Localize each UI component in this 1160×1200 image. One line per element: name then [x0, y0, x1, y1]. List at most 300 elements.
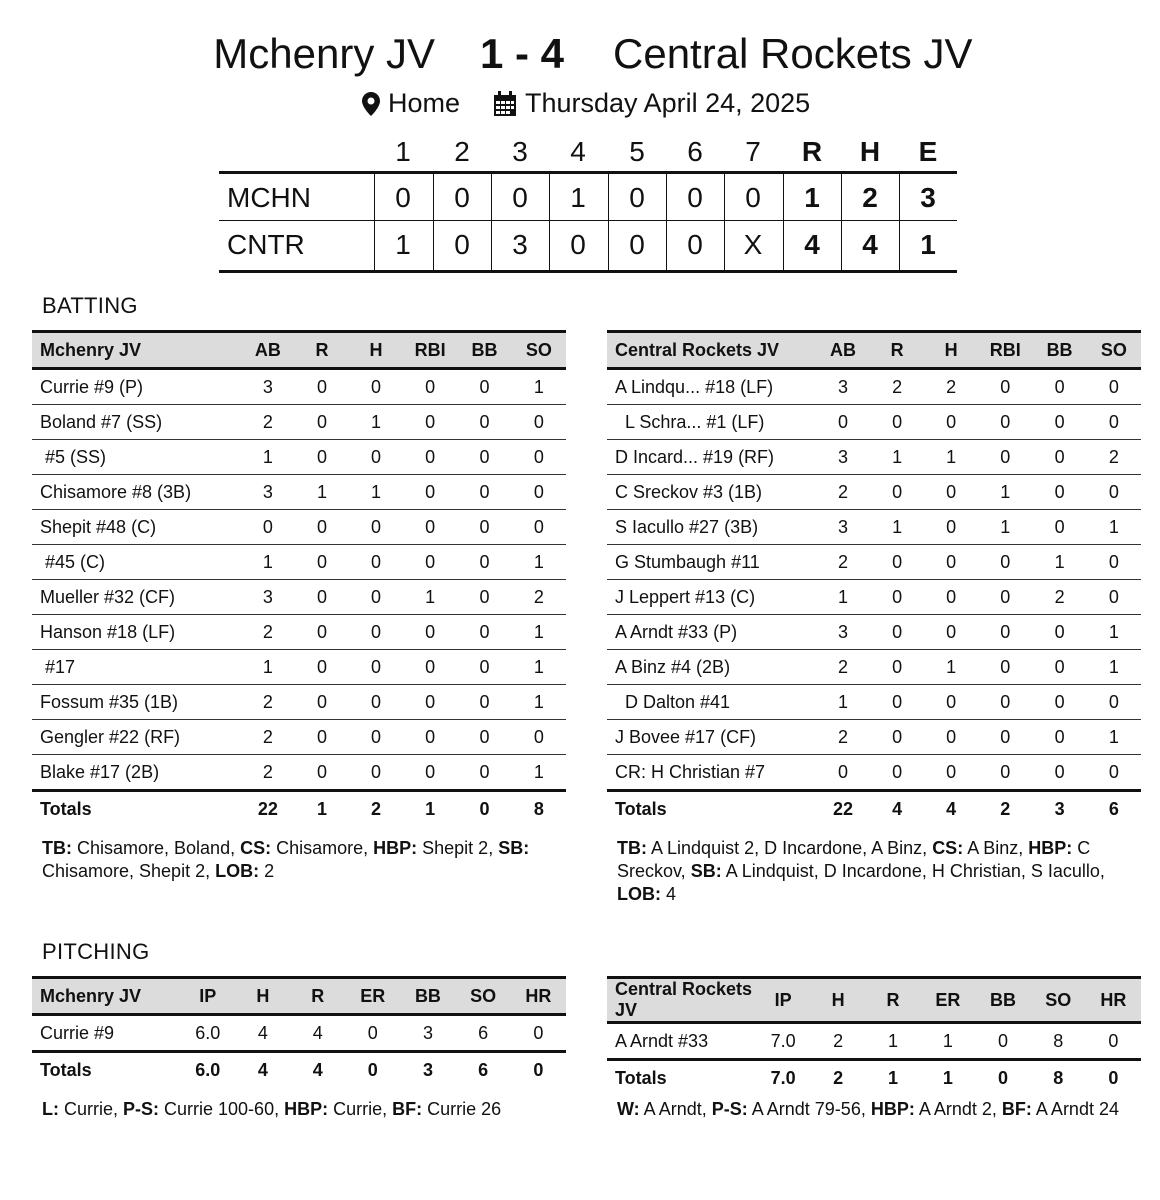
note-key: W: — [617, 1099, 640, 1119]
totals-row — [32, 1052, 566, 1088]
linescore-divider — [608, 174, 609, 270]
linescore-inning: 3 — [512, 229, 528, 260]
note-key: SB: — [498, 838, 530, 858]
date-label: Thursday April 24, 2025 — [525, 88, 811, 118]
totals-cell: 2 — [349, 791, 403, 827]
stat-cell: 0 — [924, 475, 978, 510]
stat-cell: 0 — [295, 720, 349, 755]
player-name: #5 (SS) — [32, 440, 241, 475]
stat-cell: 1 — [924, 650, 978, 685]
stat-cell: 0 — [978, 545, 1032, 580]
stat-cell: 0 — [317, 761, 328, 782]
stat-cell: 0 — [457, 650, 511, 685]
stat-cell: 0 — [870, 545, 924, 580]
totals-cell: 2 — [811, 1060, 866, 1096]
table-row — [32, 650, 566, 685]
stat-cell: 0 — [870, 475, 924, 510]
team-name-header: Central Rockets JV — [607, 978, 756, 1023]
column-header: HR — [1086, 978, 1141, 1023]
stat-cell: 0 — [295, 369, 349, 405]
note-value: A Arndt 24 — [1031, 1099, 1119, 1119]
stat-cell: 2 — [816, 650, 870, 685]
note-key: TB: — [617, 838, 647, 858]
stat-cell: 0 — [349, 615, 403, 650]
note-key: HBP: — [1028, 838, 1073, 858]
linescore — [219, 135, 957, 273]
player-name: A Arndt #33 — [615, 1030, 709, 1051]
note-key: L: — [42, 1099, 59, 1119]
note-key: HBP: — [870, 1099, 915, 1119]
stat-cell: 0 — [870, 580, 924, 615]
stat-cell: 1 — [870, 440, 924, 475]
table-row — [607, 685, 1141, 720]
table-row — [32, 615, 566, 650]
linescore-inning: 0 — [629, 229, 645, 260]
table-row — [32, 580, 566, 615]
stat-cell: 1 — [924, 440, 978, 475]
pitching-table-home — [607, 976, 1141, 1095]
column-header: IP — [180, 978, 235, 1015]
column-header: H — [235, 978, 290, 1015]
totals-cell: 0 — [345, 1052, 400, 1088]
linescore-inning: 0 — [570, 229, 586, 260]
stat-cell: 0 — [349, 650, 403, 685]
note-key: BF: — [1001, 1099, 1032, 1119]
linescore-inning: 0 — [454, 182, 470, 213]
stat-cell: 0 — [924, 615, 978, 650]
linescore-inning: 0 — [687, 182, 703, 213]
linescore-header — [219, 135, 957, 171]
stat-cell: 0 — [1032, 685, 1086, 720]
table-header-row — [607, 978, 1141, 1023]
player-name: #45 (C) — [32, 545, 241, 580]
column-header: BB — [1032, 332, 1086, 369]
totals-cell: 22 — [816, 791, 870, 827]
stat-cell: 2 — [241, 405, 295, 440]
linescore-divider — [841, 174, 842, 270]
player-name: S Iacullo #27 (3B) — [607, 510, 816, 545]
stat-cell: 0 — [295, 545, 349, 580]
linescore-col-header: 1 — [395, 136, 411, 167]
stat-cell: 0 — [349, 510, 403, 545]
player-name: D Dalton #41 — [607, 685, 816, 720]
column-header: AB — [241, 332, 295, 369]
column-header: H — [811, 978, 866, 1023]
totals-cell: 4 — [290, 1052, 345, 1088]
totals-row — [32, 791, 566, 827]
table-row — [607, 720, 1141, 755]
stat-cell: 0 — [1032, 510, 1086, 545]
totals-cell: 8 — [512, 791, 566, 827]
stat-cell: 2 — [816, 475, 870, 510]
stat-cell: 0 — [924, 405, 978, 440]
linescore-inning: 0 — [512, 182, 528, 213]
stat-cell: 0 — [924, 545, 978, 580]
game-date — [493, 88, 810, 119]
batting-table-home — [607, 330, 1141, 826]
stat-cell: 1 — [887, 1030, 898, 1051]
pitching-notes-away — [42, 1098, 562, 1121]
stat-cell: 1 — [295, 475, 349, 510]
note-key: BF: — [392, 1099, 423, 1119]
note-value: 4 — [661, 884, 677, 904]
table-row — [607, 440, 1141, 475]
table-row — [32, 475, 566, 510]
linescore-team: CNTR — [227, 229, 305, 260]
column-header: BB — [457, 332, 511, 369]
column-header: IP — [756, 978, 811, 1023]
player-name: A Lindqu... #18 (LF) — [607, 369, 816, 405]
column-header: SO — [1087, 332, 1141, 369]
totals-cell: 0 — [1086, 1060, 1141, 1096]
column-header: SO — [456, 978, 511, 1015]
note-key: SB: — [690, 861, 722, 881]
stat-cell: 1 — [870, 510, 924, 545]
table-row — [607, 650, 1141, 685]
linescore-col-header: 6 — [687, 136, 703, 167]
stat-cell: 4 — [312, 1022, 323, 1043]
stat-cell: 0 — [349, 545, 403, 580]
note-key: CS: — [932, 838, 964, 858]
column-header: AB — [816, 332, 870, 369]
stat-cell: 0 — [946, 761, 957, 782]
table-row — [607, 405, 1141, 440]
note-value: A Arndt 79-56, — [747, 1099, 871, 1119]
stat-cell: 0 — [403, 405, 457, 440]
stat-cell: 0 — [457, 580, 511, 615]
stat-cell: 0 — [1032, 475, 1086, 510]
table-header-row — [607, 332, 1141, 369]
stat-cell: 0 — [978, 685, 1032, 720]
note-value: A Lindquist 2, D Incardone, A Binz, — [647, 838, 933, 858]
stat-cell: 0 — [978, 720, 1032, 755]
stat-cell: 0 — [1032, 720, 1086, 755]
stat-cell: 1 — [512, 545, 566, 580]
stat-cell: 0 — [512, 475, 566, 510]
stat-cell: 0 — [425, 761, 436, 782]
stat-cell: 0 — [838, 761, 849, 782]
note-value: Chisamore, Shepit 2, — [42, 861, 216, 881]
stat-cell: 0 — [403, 369, 457, 405]
totals-cell: 0 — [975, 1060, 1030, 1096]
stat-cell: 0 — [370, 761, 381, 782]
linescore-inning: X — [743, 229, 763, 260]
column-header: HR — [511, 978, 566, 1015]
column-header: H — [924, 332, 978, 369]
stat-cell: 6 — [478, 1022, 489, 1043]
stat-cell: 0 — [512, 405, 566, 440]
stat-cell: 0 — [457, 440, 511, 475]
player-name: J Leppert #13 (C) — [607, 580, 816, 615]
player-name: A Arndt #33 (P) — [607, 615, 816, 650]
team-name-header: Central Rockets JV — [607, 332, 816, 369]
stat-cell: 0 — [403, 545, 457, 580]
stat-cell: 0 — [998, 1030, 1009, 1051]
linescore-h: 4 — [862, 229, 878, 260]
linescore-inning: 1 — [570, 182, 586, 213]
note-value: Currie, — [328, 1099, 393, 1119]
stat-cell: 0 — [349, 580, 403, 615]
totals-cell: 4 — [870, 791, 924, 827]
column-header: R — [866, 978, 921, 1023]
stat-cell: 0 — [1000, 761, 1011, 782]
linescore-inning: 0 — [629, 182, 645, 213]
stat-cell: 0 — [978, 615, 1032, 650]
stat-cell: 2 — [816, 545, 870, 580]
stat-cell: 0 — [870, 685, 924, 720]
stat-cell: 1 — [349, 475, 403, 510]
note-value: C Sreckov, — [617, 838, 1091, 881]
stat-cell: 0 — [978, 650, 1032, 685]
stat-cell: 1 — [512, 369, 566, 405]
stat-cell: 0 — [512, 720, 566, 755]
stat-cell: 1 — [512, 685, 566, 720]
linescore-divider — [491, 174, 492, 270]
stat-cell: 1 — [241, 545, 295, 580]
totals-cell: 1 — [295, 791, 349, 827]
player-name: G Stumbaugh #11 — [607, 545, 816, 580]
stat-cell: 1 — [241, 650, 295, 685]
table-row — [607, 755, 1141, 791]
note-value: A Arndt, — [639, 1099, 712, 1119]
batting-title: BATTING — [42, 293, 138, 318]
batting-notes-away — [42, 837, 572, 883]
linescore-col-header: 3 — [512, 136, 528, 167]
totals-cell: 3 — [400, 1052, 455, 1088]
column-header: SO — [1031, 978, 1086, 1023]
away-team-name: Mchenry JV — [213, 30, 435, 77]
totals-label: Totals — [32, 1052, 180, 1088]
stat-cell: 0 — [349, 369, 403, 405]
stat-cell: 7.0 — [770, 1030, 796, 1051]
pitching-notes-home — [617, 1098, 1137, 1121]
totals-cell: 1 — [866, 1060, 921, 1096]
stat-cell: 0 — [1032, 440, 1086, 475]
note-key: P-S: — [711, 1099, 748, 1119]
stat-cell: 0 — [295, 685, 349, 720]
stat-cell: 2 — [512, 580, 566, 615]
stat-cell: 0 — [457, 475, 511, 510]
table-row — [607, 510, 1141, 545]
stat-cell: 2 — [1087, 440, 1141, 475]
totals-cell: 0 — [511, 1052, 566, 1088]
stat-cell: 1 — [1087, 720, 1141, 755]
stat-cell: 0 — [1032, 369, 1086, 405]
stat-cell: 0 — [403, 440, 457, 475]
player-name: D Incard... #19 (RF) — [607, 440, 816, 475]
stat-cell: 2 — [816, 720, 870, 755]
stat-cell: 0 — [457, 369, 511, 405]
linescore-inning: 0 — [454, 229, 470, 260]
stat-cell: 0 — [457, 615, 511, 650]
table-row — [32, 720, 566, 755]
linescore-divider — [374, 174, 375, 270]
stat-cell: 0 — [870, 405, 924, 440]
stat-cell: 0 — [403, 475, 457, 510]
totals-cell: 3 — [1032, 791, 1086, 827]
note-value: Chisamore, Boland, — [72, 838, 241, 858]
note-key: HBP: — [284, 1099, 329, 1119]
note-value: Shepit 2, — [417, 838, 499, 858]
totals-cell: 2 — [978, 791, 1032, 827]
note-key: LOB: — [215, 861, 260, 881]
player-name: Hanson #18 (LF) — [32, 615, 241, 650]
stat-cell: 1 — [241, 440, 295, 475]
note-value: A Lindquist, D Incardone, H Christian, S Iacullo, — [721, 861, 1105, 881]
stat-cell: 1 — [978, 475, 1032, 510]
player-name: J Bovee #17 (CF) — [607, 720, 816, 755]
linescore-inning: 1 — [395, 229, 411, 260]
stat-cell: 0 — [924, 510, 978, 545]
table-row — [32, 440, 566, 475]
stat-cell: 3 — [241, 369, 295, 405]
linescore-inning: 0 — [395, 182, 411, 213]
note-value: Chisamore, — [271, 838, 374, 858]
player-name: Fossum #35 (1B) — [32, 685, 241, 720]
home-team-name: Central Rockets JV — [613, 30, 973, 77]
stat-cell: 0 — [403, 650, 457, 685]
column-header: R — [290, 978, 345, 1015]
totals-cell: 4 — [924, 791, 978, 827]
stat-cell: 3 — [241, 475, 295, 510]
stat-cell: 1 — [512, 615, 566, 650]
stat-cell: 0 — [457, 405, 511, 440]
player-name: #17 — [32, 650, 241, 685]
note-value: A Arndt 2, — [914, 1099, 1002, 1119]
totals-cell: 6.0 — [180, 1052, 235, 1088]
column-header: R — [295, 332, 349, 369]
table-row — [607, 1023, 1141, 1060]
stat-cell: 0 — [295, 615, 349, 650]
linescore-r: 4 — [804, 229, 820, 260]
stat-cell: 1 — [942, 1030, 953, 1051]
column-header: H — [349, 332, 403, 369]
batting-notes-home — [617, 837, 1117, 906]
stat-cell: 2 — [833, 1030, 844, 1051]
note-value: Currie 100-60, — [159, 1099, 285, 1119]
stat-cell: 2 — [870, 369, 924, 405]
column-header: RBI — [403, 332, 457, 369]
stat-cell: 0 — [978, 440, 1032, 475]
totals-label: Totals — [607, 1060, 756, 1096]
pitching-title: PITCHING — [42, 939, 150, 964]
table-row — [32, 405, 566, 440]
stat-cell: 1 — [512, 650, 566, 685]
column-header: RBI — [978, 332, 1032, 369]
stat-cell: 0 — [924, 685, 978, 720]
stat-cell: 0 — [367, 1022, 378, 1043]
table-header-row — [32, 332, 566, 369]
stat-cell: 2 — [262, 761, 273, 782]
player-name: C Sreckov #3 (1B) — [607, 475, 816, 510]
stat-cell: 0 — [349, 685, 403, 720]
stat-cell: 0 — [512, 440, 566, 475]
stat-cell: 1 — [1087, 650, 1141, 685]
table-row — [607, 545, 1141, 580]
table-header-row — [32, 978, 566, 1015]
column-header: BB — [400, 978, 455, 1015]
table-row — [607, 369, 1141, 405]
stat-cell: 1 — [1087, 510, 1141, 545]
stat-cell: 0 — [1087, 405, 1141, 440]
stat-cell: 3 — [422, 1022, 433, 1043]
stat-cell: 2 — [1032, 580, 1086, 615]
stat-cell: 0 — [479, 761, 490, 782]
team-name-header: Mchenry JV — [32, 978, 180, 1015]
linescore-divider — [899, 174, 900, 270]
linescore-inning: 0 — [687, 229, 703, 260]
player-name: CR: H Christian #7 — [615, 761, 766, 782]
stat-cell: 4 — [257, 1022, 268, 1043]
stat-cell: 0 — [1108, 1030, 1119, 1051]
linescore-team: MCHN — [227, 182, 311, 213]
totals-row — [607, 791, 1141, 827]
stat-cell: 0 — [924, 720, 978, 755]
final-score: 1 - 4 — [480, 30, 565, 77]
stat-cell: 0 — [295, 580, 349, 615]
note-key: HBP: — [373, 838, 418, 858]
note-key: CS: — [240, 838, 272, 858]
stat-cell: 0 — [1087, 685, 1141, 720]
linescore-divider — [783, 174, 784, 270]
table-row — [32, 510, 566, 545]
column-header: R — [870, 332, 924, 369]
linescore-col-header: H — [859, 136, 881, 167]
player-name: Blake #17 (2B) — [40, 761, 160, 782]
column-header: SO — [512, 332, 566, 369]
game-header — [0, 30, 1160, 90]
stat-cell: 0 — [403, 685, 457, 720]
stat-cell: 3 — [241, 580, 295, 615]
linescore-divider — [433, 174, 434, 270]
pitching-table-away — [32, 976, 566, 1087]
stat-cell: 3 — [816, 510, 870, 545]
calendar-icon — [493, 91, 517, 117]
note-value: Currie, — [59, 1099, 124, 1119]
linescore-body — [219, 171, 957, 273]
stat-cell: 1 — [816, 580, 870, 615]
location — [362, 88, 460, 119]
linescore-col-header: 5 — [629, 136, 645, 167]
note-value: A Binz, — [963, 838, 1029, 858]
totals-label: Totals — [32, 791, 241, 827]
note-value: 2 — [259, 861, 275, 881]
stat-cell: 0 — [403, 510, 457, 545]
stat-cell: 1 — [1032, 545, 1086, 580]
stat-cell: 1 — [533, 761, 544, 782]
linescore-e: 3 — [920, 182, 936, 213]
stat-cell: 0 — [403, 615, 457, 650]
stat-cell: 8 — [1053, 1030, 1064, 1051]
stat-cell: 0 — [978, 580, 1032, 615]
table-row — [607, 615, 1141, 650]
totals-cell: 1 — [403, 791, 457, 827]
stat-cell: 0 — [295, 650, 349, 685]
table-row — [32, 685, 566, 720]
stat-cell: 0 — [1087, 580, 1141, 615]
totals-cell: 1 — [920, 1060, 975, 1096]
table-row — [607, 475, 1141, 510]
stat-cell: 0 — [1054, 761, 1065, 782]
stat-cell: 0 — [403, 720, 457, 755]
stat-cell: 0 — [1087, 369, 1141, 405]
column-header: ER — [920, 978, 975, 1023]
linescore-row — [219, 220, 957, 267]
stat-cell: 0 — [978, 405, 1032, 440]
totals-cell: 22 — [241, 791, 295, 827]
table-row — [32, 755, 566, 791]
stat-cell: 0 — [870, 720, 924, 755]
